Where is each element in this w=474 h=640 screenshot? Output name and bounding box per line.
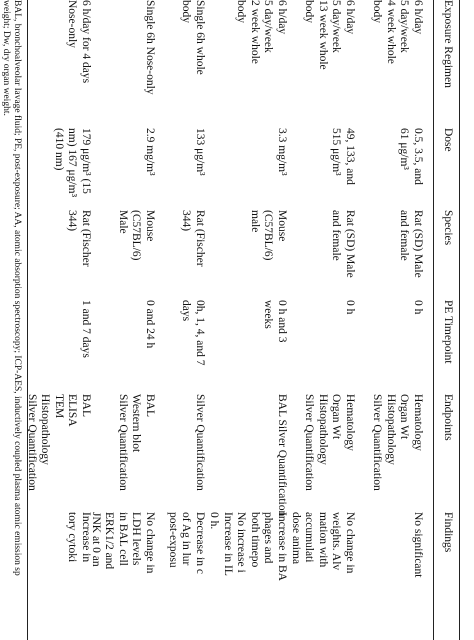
footnote-line: weight; Dw, dry organ weight. (1, 0, 11, 116)
cell-line: both timepo (249, 512, 261, 568)
cell-timepoint (343, 300, 357, 314)
cell-line: Silver Quantification (371, 394, 384, 491)
cell-line: Rat (Fischer (194, 210, 206, 267)
cell-line: of Ag in lur (180, 512, 193, 566)
cell-line: JNK at 0 an (90, 512, 102, 567)
cell-line: Hematology (344, 394, 356, 451)
cell-line: 2 week whole (249, 0, 261, 64)
cell-line: Decrease in c (194, 512, 206, 574)
cell-line: phages and (262, 512, 275, 564)
cell-line: 515 μg/m³ (330, 128, 343, 176)
cell-line: accumulati (303, 512, 316, 563)
cell-line: Histopathology (317, 394, 329, 465)
cell-line: Mouse (276, 210, 288, 242)
cell-line: No change in (144, 512, 156, 574)
cell-findings (166, 512, 207, 574)
header-exposure: Exposure Regimen (442, 0, 454, 88)
cell-species (248, 210, 289, 260)
cell-line: in BAL cell (117, 512, 129, 566)
cell-line: 133 μg/m³ (194, 128, 206, 176)
cell-findings (89, 512, 157, 573)
cell-dose (329, 128, 356, 185)
cell-timepoint (179, 300, 206, 365)
cell-line: dose anima (290, 512, 302, 565)
cell-line: 5 day/week (398, 0, 411, 53)
cell-line: days (180, 300, 193, 322)
cell-species (329, 210, 356, 278)
header-endpoints: Endpoints (442, 394, 454, 441)
footnote-line: BAL, bronchoalveolar lavage fluid; PE, post-exposure; AA, atomic absorption spectroscopy; ICP-AES, inductively coupled plasma atomic emission sp (12, 0, 22, 576)
cell-timepoint (79, 300, 93, 358)
cell-exposure (179, 0, 206, 75)
cell-line: Silver Quantification (117, 394, 129, 491)
cell-exposure (65, 0, 92, 83)
cell-line: 0.5, 3.5, and (412, 128, 424, 185)
cell-line: No change in (344, 512, 356, 574)
cell-endpoints (370, 394, 424, 491)
cell-line: (410 nm) (53, 128, 65, 171)
cell-line: Increase in IL (222, 512, 234, 576)
cell-line: 6 h/day (344, 0, 356, 35)
table-footnote (0, 0, 22, 576)
cell-line: body (180, 0, 193, 23)
cell-line: body (303, 0, 316, 23)
cell-line: Rat (SD) Male (344, 210, 356, 278)
cell-line: Silver Quantification (194, 394, 206, 491)
header-timepoint: PE Timepoint (442, 300, 454, 364)
cell-line: 6 h/day for 4 days (80, 0, 92, 84)
cell-line: Male (117, 210, 129, 234)
cell-line: BAL Silver Quantification (276, 394, 288, 517)
cell-endpoints (302, 394, 356, 491)
cell-line: Organ Wt (398, 394, 411, 440)
cell-line: 5 day/week (262, 0, 275, 53)
cell-findings (207, 512, 288, 581)
cell-line: Histopathology (385, 394, 397, 465)
cell-line: Silver Quantification (26, 394, 38, 491)
cell-line: 344) (180, 210, 193, 232)
cell-species (65, 210, 92, 267)
cell-endpoints (116, 394, 157, 491)
cell-line: LDH levels (130, 512, 143, 566)
cell-line: 0 h. (208, 512, 221, 530)
cell-line: 61 μg/m³ (398, 128, 411, 170)
cell-line: Increase in BA (276, 512, 288, 581)
cell-exposure (302, 0, 356, 70)
cell-line: Hematology (412, 394, 424, 451)
cell-findings (411, 512, 425, 577)
cell-line: Single 6h Nose-only (144, 0, 156, 95)
cell-exposure (370, 0, 424, 64)
cell-line: and female (398, 210, 411, 261)
cell-timepoint (261, 300, 288, 342)
cell-endpoints (25, 394, 93, 491)
cell-line: body (235, 0, 248, 23)
cell-line: Silver Quantification (303, 394, 316, 491)
cell-line: Histopathology (39, 394, 52, 465)
cell-dose (193, 128, 207, 176)
cell-dose (275, 128, 289, 176)
cell-exposure (143, 0, 157, 95)
cell-endpoints (275, 394, 289, 516)
cell-line: ERK1/2 and (103, 512, 116, 570)
cell-dose (397, 128, 424, 185)
cell-line: Nose-only (66, 0, 79, 48)
header-dose: Dose (442, 128, 454, 152)
cell-line: 0h, 1, 4, and 7 (194, 300, 206, 366)
cell-species (116, 210, 157, 260)
cell-timepoint (411, 300, 425, 314)
cell-findings (289, 512, 357, 573)
cell-line: body (371, 0, 384, 23)
cell-line: male (249, 210, 261, 233)
header-bottom-rule (433, 0, 434, 640)
cell-line: 179 μg/m³ (15 (80, 128, 92, 194)
cell-species (397, 210, 424, 278)
cell-line: 2.9 mg/m³ (144, 128, 156, 176)
cell-line: BAL (144, 394, 156, 417)
cell-line: Organ Wt (330, 394, 343, 440)
cell-line: 13 week whole (317, 0, 329, 70)
cell-line: 0 h (412, 300, 424, 315)
cell-line: 3.3 mg/m³ (276, 128, 288, 176)
cell-line: weights. Alv (330, 512, 343, 571)
cell-line: 344) (66, 210, 79, 232)
cell-line: 5 day/week (330, 0, 343, 53)
cell-line: nm) 167 μg/m³ (66, 128, 79, 198)
cell-line: 49, 133, and (344, 128, 356, 185)
cell-line: 0 h and 3 (276, 300, 288, 343)
cell-line: 6 h/day (412, 0, 424, 35)
cell-findings (65, 512, 92, 562)
cell-line: 4 week whole (385, 0, 397, 64)
header-species: Species (442, 210, 454, 246)
cell-dose (52, 128, 93, 197)
cell-endpoints (193, 394, 207, 491)
cell-line: BAL (80, 394, 92, 417)
cell-line: No significant (412, 512, 424, 578)
cell-line: Increase in (80, 512, 92, 563)
cell-line: (C57BL/6) (262, 210, 275, 261)
cell-line: tory cytoki (66, 512, 79, 563)
cell-line: No increase i (235, 512, 248, 573)
cell-line: weeks (262, 300, 275, 329)
cell-line: ELISA (66, 394, 79, 427)
header-findings: Findings (442, 512, 454, 553)
cell-species (179, 210, 206, 267)
cell-line: 1 and 7 days (80, 300, 92, 358)
cell-line: 0 and 24 h (144, 300, 156, 349)
table-bottom-rule (27, 0, 28, 640)
cell-dose (143, 128, 157, 176)
cell-line: Rat (Fischer (80, 210, 92, 267)
cell-line: Mouse (144, 210, 156, 242)
cell-line: mation with (317, 512, 329, 568)
cell-line: TEM (53, 394, 65, 419)
cell-line: Rat (SD) Male (412, 210, 424, 278)
header-top-rule (459, 0, 460, 640)
cell-line: post-exposu (167, 512, 179, 568)
cell-line: Single 6h whole (194, 0, 206, 75)
cell-timepoint (143, 300, 157, 348)
cell-line: (C57BL/6) (130, 210, 143, 261)
cell-line: 0 h (344, 300, 356, 315)
cell-exposure (234, 0, 288, 64)
cell-line: 6 h/day (276, 0, 288, 35)
cell-line: and female (330, 210, 343, 261)
cell-line: Western blot (130, 394, 143, 453)
